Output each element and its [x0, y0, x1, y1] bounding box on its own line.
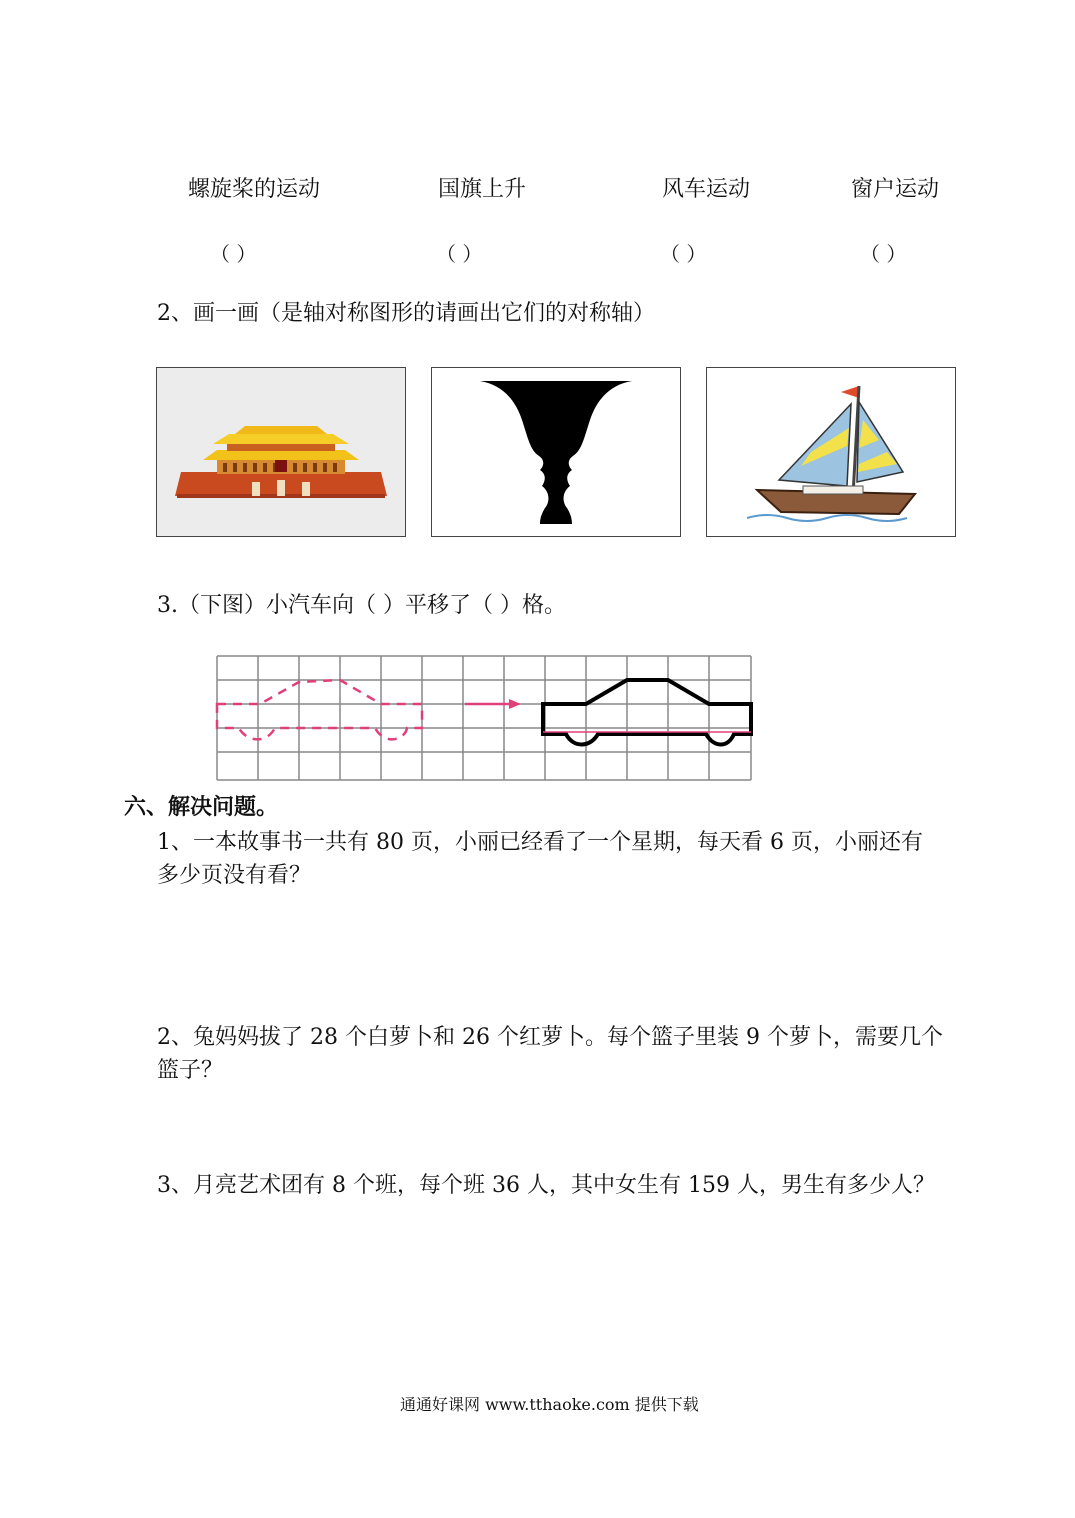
answer-blank-4[interactable]: （ ）: [860, 242, 907, 266]
sailboat-icon: [707, 368, 955, 536]
motion-label-windmill: 风车运动: [662, 177, 751, 202]
answer-blank-1[interactable]: （ ）: [210, 242, 257, 266]
section-6-title: 六、解决问题。: [124, 794, 279, 820]
answer-blank-2[interactable]: （ ）: [436, 242, 483, 266]
grid-lines: [217, 656, 751, 780]
motion-label-flag-rising: 国旗上升: [438, 177, 527, 202]
figure-box-gate[interactable]: [156, 367, 406, 537]
footer-source: 通通好课网 www.tthaoke.com 提供下载: [400, 1395, 699, 1414]
arrow-head-icon: [509, 699, 521, 709]
answer-blank-3[interactable]: （ ）: [660, 242, 707, 266]
figure-box-vase[interactable]: [431, 367, 681, 537]
problem-3: 3、月亮艺术团有 8 个班，每个班 36 人，其中女生有 159 人，男生有多少人？: [157, 1173, 935, 1198]
problem-2-line-1: 2、兔妈妈拔了 28 个白萝卜和 26 个红萝卜。每个篮子里装 9 个萝卜，需要几个: [157, 1025, 943, 1050]
motion-label-propeller: 螺旋桨的运动: [188, 177, 321, 202]
motion-label-window: 窗户运动: [851, 177, 940, 202]
vase-faces-icon: [432, 368, 680, 536]
moved-car-outline: [543, 680, 751, 745]
original-car-outline: [217, 680, 422, 739]
question-2-draw: 2、画一画（是轴对称图形的请画出它们的对称轴）: [157, 301, 655, 326]
problem-1-line-1: 1、一本故事书一共有 80 页，小丽已经看了一个星期，每天看 6 页，小丽还有: [157, 830, 923, 855]
problem-1-line-2: 多少页没有看？: [157, 863, 312, 888]
problem-2-line-2: 篮子？: [157, 1058, 224, 1083]
tiananmen-gate-icon: [157, 368, 405, 536]
car-translation-grid: [215, 654, 753, 782]
question-3-translation: 3.（下图）小汽车向（ ）平移了（ ）格。: [157, 593, 566, 618]
figure-box-sailboat[interactable]: [706, 367, 956, 537]
